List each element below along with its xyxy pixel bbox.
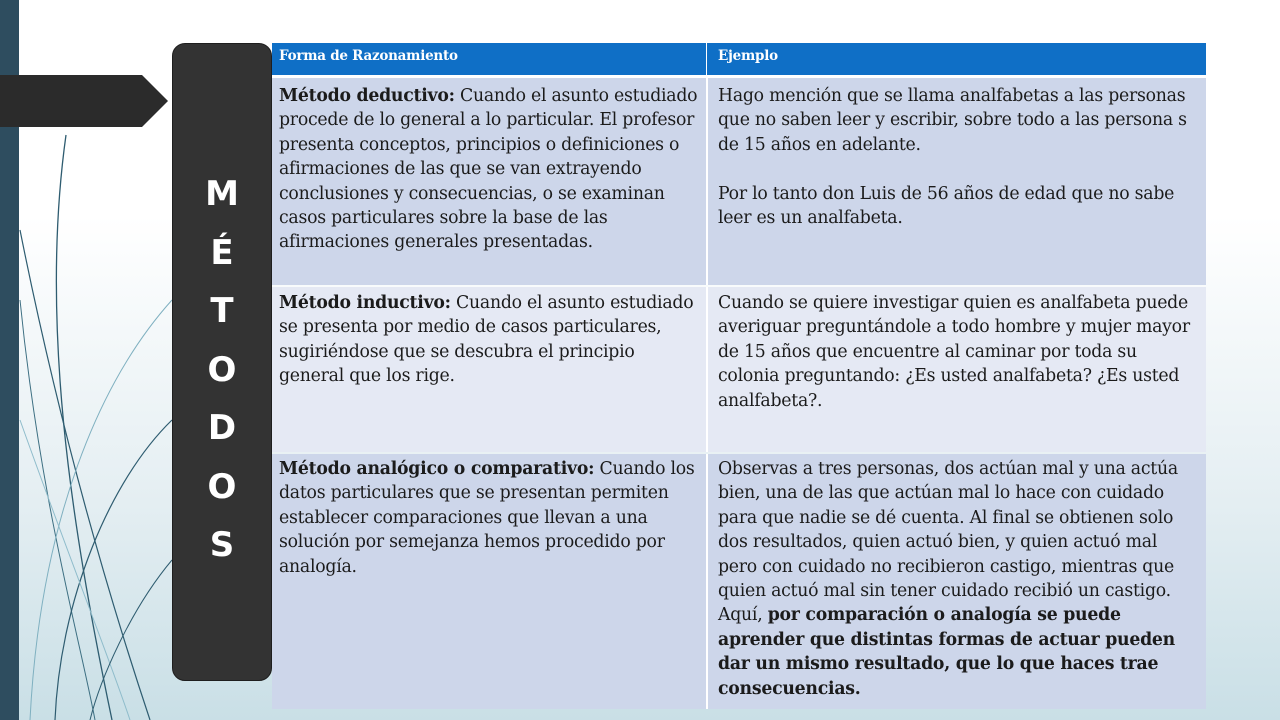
arrow-shape [0, 75, 168, 127]
example-text: Hago mención que se llama analfabetas a las personas que no saben leer y escribir, sobre todo a las persona s de 15 años en adelante. [718, 86, 1187, 155]
metodos-letter: T [210, 291, 234, 331]
metodos-vertical-label [172, 43, 272, 681]
header-ejemplo: Ejemplo [706, 43, 1206, 75]
example-cell [706, 78, 1206, 285]
metodos-letter: O [207, 349, 237, 390]
example-text: Cuando se quiere investigar quien es analfabeta puede averiguar preguntándole a todo hombre y mujer mayor de 15 años que encuentre al caminar por toda su colonia preguntando: ¿Es usted analfabeta? ¿Es usted analfabeta?. [718, 293, 1190, 411]
example-text: Observas a tres personas, dos actúan mal y una actúa bien, una de las que actúan mal lo hace con cuidado para que nadie se dé cuenta. Al final se obtienen solo dos resultados, quien actuó bien, y quien actuó mal pero con cuidado no recibieron castigo, mientras que quien actuó mal sin tener cuidado recibió un castigo. Aquí, [718, 459, 1178, 626]
example-bold-conclusion: por comparación o analogía se puede aprender que distintas formas de actuar pueden dar un mismo resultado, que lo que haces trae consecuencias. [718, 605, 1175, 699]
method-description: Cuando los datos particulares que se presentan permiten establecer comparaciones que llevan a una solución por semejanza hemos procedido por analogía. [279, 459, 695, 577]
example-cell [706, 454, 1206, 709]
metodos-letter: É [210, 232, 234, 273]
metodos-letter: O [207, 466, 237, 507]
method-description: Cuando el asunto estudiado se presenta por medio de casos particulares, sugiriéndose que se descubra el principio general que los rige. [279, 293, 694, 387]
header-forma-de-razonamiento: Forma de Razonamiento [279, 48, 458, 64]
table-row [272, 454, 1206, 709]
example-text: Por lo tanto don Luis de 56 años de edad que no sabe leer es un analfabeta. [718, 183, 1175, 229]
metodos-letter: D [207, 408, 237, 448]
example-cell [706, 287, 1206, 452]
method-description: Cuando el asunto estudiado procede de lo general a lo particular. El profesor presenta conceptos, principios o definiciones o afirmaciones de las que se van extrayendo conclusiones y consecuencias, o se examinan casos particulares sobre la base de las afirmaciones generales presentadas. [279, 86, 698, 253]
metodos-letter: M [205, 174, 239, 214]
methods-table [272, 43, 1206, 709]
method-cell [272, 454, 706, 709]
method-title: Método analógico o comparativo: [279, 459, 595, 479]
method-cell [272, 287, 706, 452]
method-title: Método deductivo: [279, 86, 455, 106]
metodos-letter: S [209, 525, 235, 565]
table-row [272, 78, 1206, 285]
table-row [272, 287, 1206, 452]
table-header-row [272, 43, 1206, 75]
method-title: Método inductivo: [279, 293, 451, 313]
method-cell [272, 78, 706, 285]
